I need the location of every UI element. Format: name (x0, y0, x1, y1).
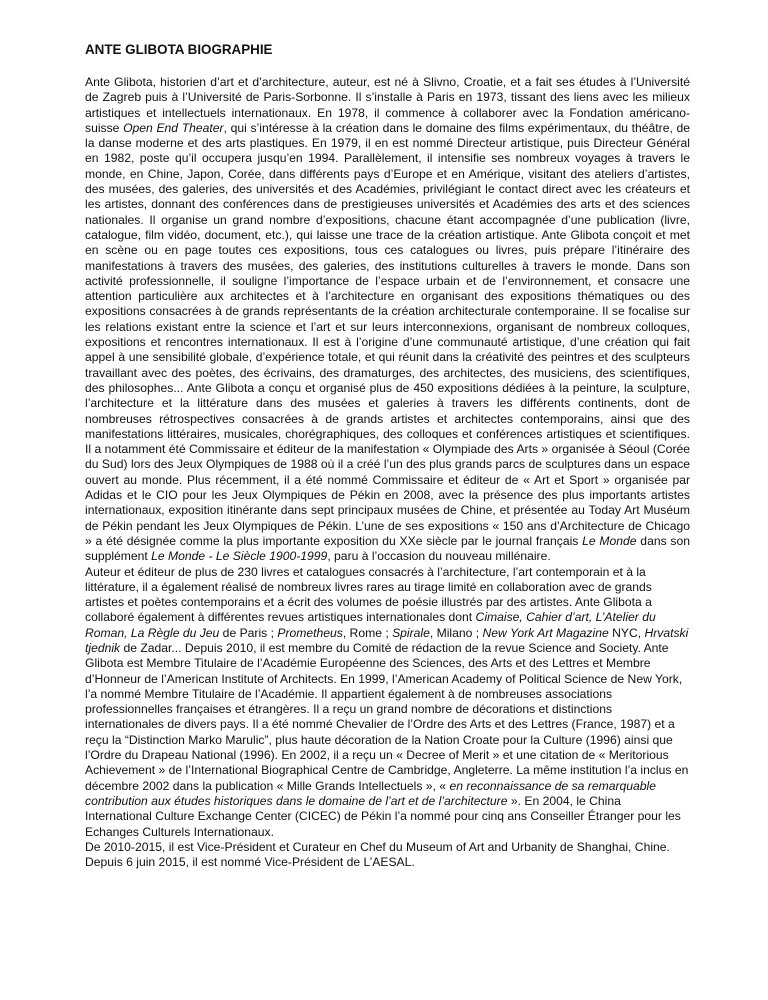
paragraph-text: De 2010-2015, il est Vice-Président et Curateur en Chef du Museum of Art and Urbanity de Shanghai, Chine. Depuis 6 juin 2015, il est nommé Vice-Président de L’AESAL. (85, 839, 670, 870)
paragraph-text: NYC, (608, 625, 645, 640)
paragraph-text: , Milano ; (429, 625, 483, 640)
biography-body (85, 75, 690, 870)
italic-title-text: Cimaise, Cahier d’art, L’Atelier du Roman, La Règle du Jeu (85, 610, 656, 640)
paragraph-text: Auteur et éditeur de plus de 230 livres et catalogues consacrés à l’architecture, l’art contemporain et à la littérature, il a également réalisé de nombreux livres rares au tirage limité en collaboration avec de grands artistes et poètes contemporains et a écrit des volumes de poésie illustrés par des artistes. Ante Glibota a collaboré également à différentes revues artistiques internationales dont (85, 564, 652, 625)
paragraph-text: de Paris ; (219, 625, 278, 640)
paragraph-text: , qui s’intéresse à la création dans le domaine des films expérimentaux, du théâtre, de la danse moderne et des arts plastiques. En 1979, il en est nommé Directeur artistique, puis Directeur Général en 1982, poste qu’il occupera jusqu’en 1994. Parallèlement, il intensifie ses nombreux voyages à travers le monde, en Chine, Japon, Corée, dans différents pays d’Europe et en Amérique, visitant des ateliers d’artistes, des musées, des galeries, des universités et des Académies, privilégiant le contact direct avec les créateurs et les artistes, donnant des conférences dans de prestigieuses universités et Académies des arts et des sciences nationales. Il organise un grand nombre d’expositions, chacune étant accompagnée d’une publication (livre, catalogue, film vidéo, document, etc.), qui laisse une trace de la création artistique. Ante Glibota conçoit et met en scène ou en page toutes ces expositions, tous ces catalogues ou livres, puis prépare l’itinéraire des manifestations à travers des musées, des galeries, des institutions culturelles à travers le monde. Dans son activité professionnelle, il souligne l’importance de l’espace urbain et de l’environnement, et consacre une attention particulière aux architectes et à l’architecture en organisant des expositions thématiques ou des expositions consacrées à de grands représentants de la création architecturale contemporaine. Il se focalise sur les relations existant entre la science et l’art et sur leurs interconnexions, organisant de nombreux colloques, expositions et rencontres internationaux. Il est à l’origine d’une communauté artistique, d’une création qui fait appel à une sensibilité globale, d’expérience totale, et qui réunit dans la créativité des peintres et des sculpteurs travaillant avec des poètes, des écrivains, des dramaturges, des architectes, des musiciens, des scientifiques, des philosophes... Ante Glibota a conçu et organisé plus de 450 expositions dédiées à la peinture, la sculpture, l’architecture et la littérature dans des musées et galeries à travers les différents continents, dont de nombreuses rétrospectives consacrées à de grands artistes et architectes contemporains, ainsi que des manifestations littéraires, musicales, chorégraphiques, des colloques et conférences artistiques et scientifiques. Il a notamment été Commissaire et éditeur de la manifestation « Olympiade des Arts » organisée à Séoul (Corée du Sud) lors des Jeux Olympiques de 1988 où il a créé l’un des plus grands parcs de sculptures dans un espace ouvert au monde. Plus récemment, il a été nommé Commissaire et éditeur de « Art et Sport » organisée par Adidas et le CIO pour les Jeux Olympiques de Pékin en 2008, avec la présence des plus importants artistes internationaux, exposition itinérante dans sept principaux musées de Chine, et présentée au Today Art Muséum de Pékin pendant les Jeux Olympiques de Pékin. L’une de ses expositions « 150 ans d’Architecture de Chicago » a été désignée comme la plus importante exposition du XXe siècle par le journal français (85, 120, 690, 548)
italic-title-text: Spirale (392, 625, 430, 640)
italic-title-text: Prometheus (277, 625, 343, 640)
paragraph-text: dans son supplément (85, 533, 690, 564)
italic-title-text: Le Monde - Le Siècle 1900-1999 (151, 549, 328, 564)
paragraph-text: ». En 2004, le China International Culture Exchange Center (CICEC) de Pékin l’a nommé pour cinq ans Conseiller Étranger pour les Echanges Culturels Internationaux. (85, 793, 681, 839)
paragraph-text: , Rome ; (342, 625, 393, 640)
italic-title-text: Le Monde (582, 533, 637, 548)
biography-paragraph (85, 565, 690, 840)
biography-paragraph (85, 840, 690, 871)
italic-title-text: Open End Theater (123, 120, 224, 135)
italic-title-text: New York Art Magazine (482, 625, 609, 640)
italic-title-text: Hrvatski tjednik (85, 625, 689, 655)
document-title: ANTE GLIBOTA BIOGRAPHIE (85, 42, 273, 57)
paragraph-text: Ante Glibota, historien d’art et d’architecture, auteur, est né à Slivno, Croatie, et a fait ses études à l’Université de Zagreb puis à l’Université de Paris-Sorbonne. Il s’installe à Paris en 1973, tissant des liens avec les milieux artistiques et intellectuels internationaux. En 1978, il commence à collaborer avec la Fondation américano-suisse (85, 75, 690, 135)
paragraph-text: , paru à l’occasion du nouveau millénaire. (327, 549, 551, 564)
italic-title-text: en reconnaissance de sa remarquable contribution aux études historiques dans le domaine de l’art et de l’architecture (85, 778, 656, 808)
paragraph-text: de Zadar... Depuis 2010, il est membre du Comité de rédaction de la revue Science and Society. Ante Glibota est Membre Titulaire de l’Académie Européenne des Sciences, des Arts et des Lettres et Membre d’Honneur de l’American Institute of Architects. En 1999, l’American Academy of Political Science de New York, l’a nommé Membre Titulaire de l’Académie. Il appartient également à de nombreuses associations professionnelles françaises et étrangères. Il a reçu un grand nombre de décorations et distinctions internationales de divers pays. Il a été nommé Chevalier de l’Ordre des Arts et des Lettres (France, 1987) et a reçu la “Distinction Marko Marulic”, plus haute décoration de la Nation Croate pour la Culture (1996) ainsi que l’Ordre du Drapeau National (1996). En 2002, il a reçu un « Decree of Merit » et une citation de « Meritorious Achievement » de l’International Biographical Centre de Cambridge, Angleterre. La même institution l’a inclus en décembre 2002 dans la publication « Mille Grands Intellectuels », « (85, 640, 689, 793)
biography-paragraph (85, 75, 690, 565)
